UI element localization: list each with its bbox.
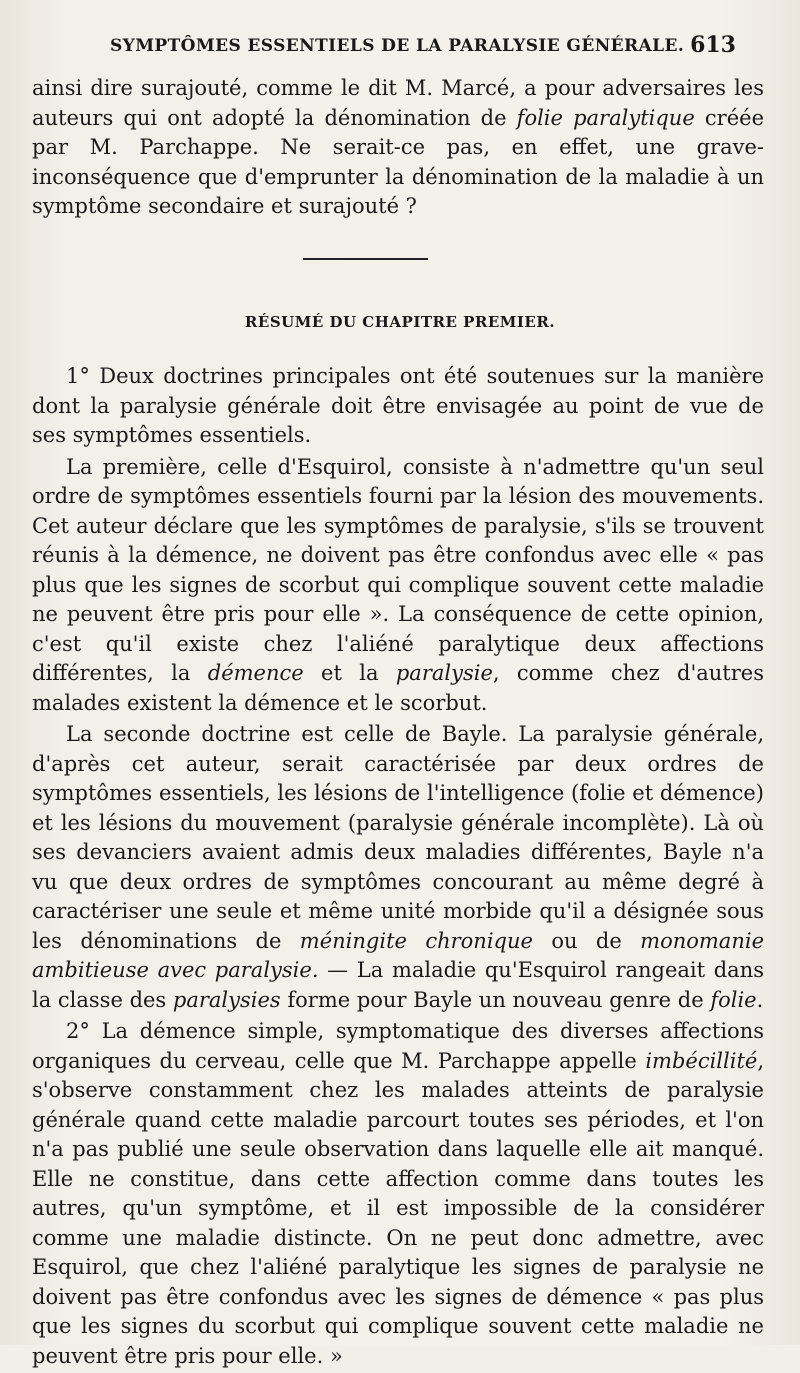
p3-text-4: forme pour Bayle un nouveau genre de <box>280 987 711 1012</box>
p2-text-3: , comme chez d'autres malades existent la démence et le scorbut. <box>32 661 764 715</box>
p3-text-2: ou de <box>532 928 641 953</box>
running-title: SYMPTÔMES ESSENTIELS DE LA PARALYSIE GÉNÉRALE. <box>110 36 685 56</box>
p3-text-3: — La maladie qu'Esquirol rangeait dans la classe des <box>32 958 764 1012</box>
page-number: 613 <box>690 32 736 58</box>
summary-body <box>32 362 764 1373</box>
intro-text-2: créée par M. Parchappe. Ne serait-ce pas, en effet, une grave-inconséquence que d'emprunter la dénomination de la maladie à un symptôme secondaire et surajouté ? <box>32 105 764 218</box>
paragraph-3 <box>32 720 764 1015</box>
p2-italic-2: paralysie <box>395 661 493 685</box>
p3-italic-3: paralysies <box>172 987 281 1012</box>
intro-text-1: ainsi dire surajouté, comme le dit M. Marcé, a pour adversaires les auteurs qui ont adopté la dénomination de <box>32 76 764 130</box>
p2-text-1: La première, celle d'Esquirol, consiste à n'admettre qu'un seul ordre de symptômes essentiels fourni par la lésion des mouvements. Cet auteur déclare que les symptômes de paralysie, s'ils se trouvent réunis à la démence, ne doivent pas être confondus avec elle « pas plus que les signes de scorbut qui complique souvent cette maladie ne peuvent être pris pour elle ». La conséquence de cette opinion, c'est qu'il existe chez l'aliéné paralytique deux affections différentes, la <box>32 454 764 685</box>
paragraph-1 <box>32 362 764 451</box>
p3-italic-1: méningite chronique <box>299 928 533 953</box>
p2-italic-1: démence <box>207 661 304 685</box>
p3-italic-4: folie <box>710 987 757 1012</box>
paragraph-4 <box>32 1017 764 1371</box>
section-divider <box>303 258 428 260</box>
paragraph-2 <box>32 453 764 719</box>
p4-text-2: , s'observe constamment chez les malades atteints de paralysie générale quand cette maladie parcourt toutes ses périodes, et l'on n'a pas publié une seule observation dans laquelle elle ait manqué. Elle ne constitue, dans cette affection comme dans toutes les autres, qu'un symptôme, et il est impossible de la considérer comme une maladie distincte. On ne peut donc admettre, avec Esquirol, que chez l'aliéné paralytique les signes de paralysie ne doivent pas être confondus avec les signes de démence « pas plus que les signes du scorbut qui complique souvent cette maladie ne peuvent être pris pour elle. » <box>32 1048 764 1368</box>
p2-text-2: et la <box>303 661 396 685</box>
p1-text: 1° Deux doctrines principales ont été soutenues sur la manière dont la paralysie générale doit être envisagée au point de vue de ses symptômes essentiels. <box>32 364 764 447</box>
p3-text-1: La seconde doctrine est celle de Bayle. La paralysie générale, d'après cet auteur, serait caractérisée par deux ordres de symptômes essentiels, les lésions de l'intelligence (folie et démence) et les lésions du mouvement (paralysie générale incomplète). Là où ses devanciers avaient admis deux maladies différentes, Bayle n'a vu que deux ordres de symptômes concourant au même degré à caractériser une seule et même unité morbide qu'il a désignée sous les dénominations de <box>32 722 764 953</box>
p4-text-1: 2° La démence simple, symptomatique des diverses affections organiques du cerveau, celle que M. Parchappe appelle <box>32 1019 764 1073</box>
intro-text <box>32 74 764 222</box>
p3-text-5: . <box>756 987 764 1012</box>
p3-italic-2: monomanie ambitieuse avec paralysie. <box>32 928 764 982</box>
intro-paragraph <box>32 74 764 222</box>
page-header <box>50 32 740 66</box>
section-title: RÉSUMÉ DU CHAPITRE PREMIER. <box>244 313 556 331</box>
p4-italic-1: imbécillité <box>645 1048 758 1073</box>
intro-italic: folie paralytique <box>516 105 695 130</box>
